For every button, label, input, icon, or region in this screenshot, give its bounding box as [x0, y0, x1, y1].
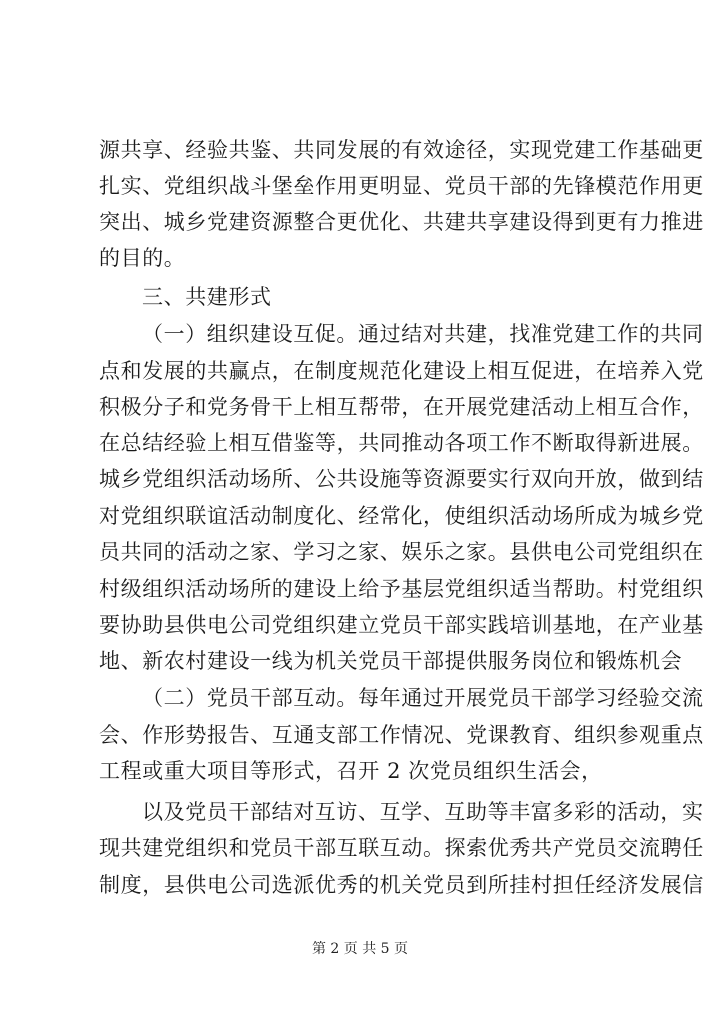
text-line: 积极分子和党务骨干上相互帮带，在开展党建活动上相互合作，: [99, 395, 704, 419]
text-line: 村级组织活动场所的建设上给予基层党组织适当帮助。村党组织: [99, 577, 704, 601]
text-line: 在总结经验上相互借鉴等，共同推动各项工作不断取得新进展。: [99, 431, 704, 455]
text-line: 的目的。: [99, 246, 186, 270]
text-line: 扎实、党组织战斗堡垒作用更明显、党员干部的先锋模范作用更: [99, 174, 704, 198]
text-line: 工程或重大项目等形式，召开 2 次党员组织生活会，: [99, 759, 603, 783]
paragraph-start: 以及党员干部结对互访、互学、互助等丰富多彩的活动，实: [142, 800, 704, 824]
text-line: 突出、城乡党建资源整合更优化、共建共享建设得到更有力推进: [99, 210, 704, 234]
section-heading: 三、共建形式: [142, 285, 272, 309]
text-line: 源共享、经验共鉴、共同发展的有效途径，实现党建工作基础更: [99, 138, 704, 162]
text-line: 会、作形势报告、互通支部工作情况、党课教育、组织参观重点: [99, 723, 704, 747]
text-line: 点和发展的共赢点，在制度规范化建设上相互促进，在培养入党: [99, 359, 704, 383]
text-line: 员共同的活动之家、学习之家、娱乐之家。县供电公司党组织在: [99, 540, 704, 564]
text-line: 制度，县供电公司选派优秀的机关党员到所挂村担任经济发展信: [99, 873, 704, 897]
text-line: 地、新农村建设一线为机关党员干部提供服务岗位和锻炼机会: [99, 649, 683, 673]
text-line: 现共建党组织和党员干部互联互动。探索优秀共产党员交流聘任: [99, 836, 704, 860]
text-line: 城乡党组织活动场所、公共设施等资源要实行双向开放，做到结: [99, 467, 704, 491]
paragraph-start: （一）组织建设互促。通过结对共建，找准党建工作的共同: [142, 322, 704, 346]
text-line: 要协助县供电公司党组织建立党员干部实践培训基地，在产业基: [99, 613, 704, 637]
page-number: 第 2 页 共 5 页: [311, 941, 409, 957]
text-line: 对党组织联谊活动制度化、经常化，使组织活动场所成为城乡党: [99, 504, 704, 528]
paragraph-start: （二）党员干部互动。每年通过开展党员干部学习经验交流: [142, 686, 704, 710]
